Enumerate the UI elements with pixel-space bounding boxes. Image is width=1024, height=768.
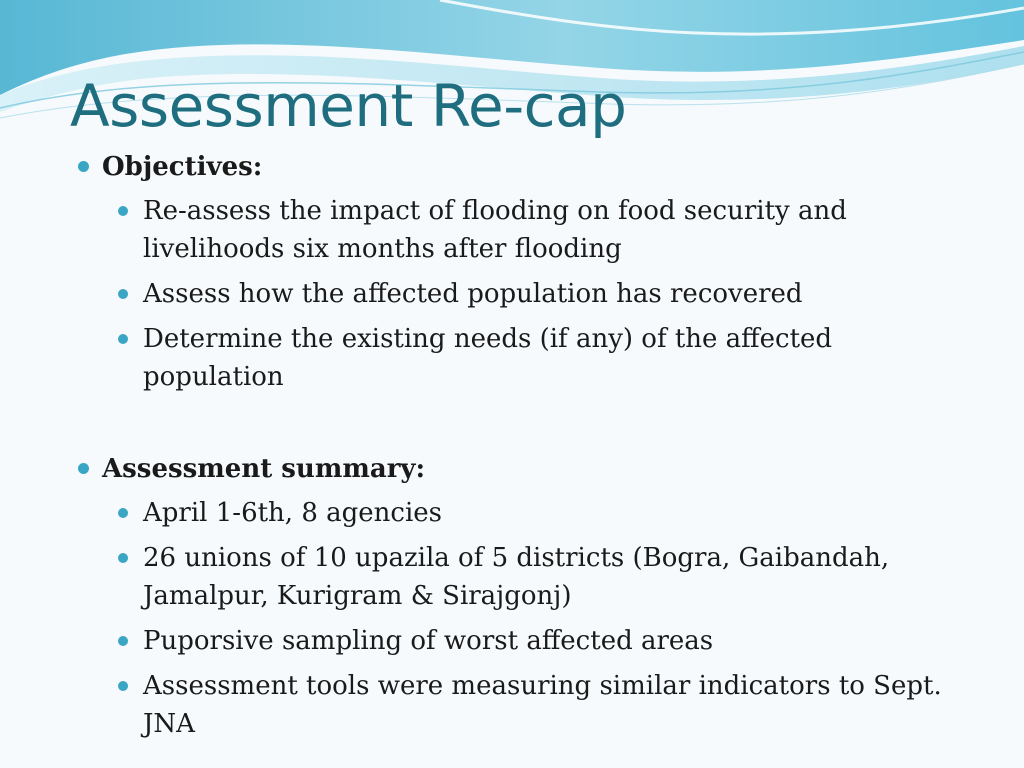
slide-title: Assessment Re-cap — [70, 72, 627, 140]
bullet-icon — [118, 289, 128, 299]
objectives-heading-text: Objectives: — [102, 152, 263, 182]
bullet-icon — [118, 553, 128, 563]
objective-item — [76, 275, 976, 313]
summary-item-text: 26 unions of 10 upazila of 5 districts (Bogra, Gaibandah, Jamalpur, Kurigram & Sirajgonj) — [143, 543, 890, 611]
assessment-summary-list — [76, 494, 976, 743]
objectives-section — [76, 146, 976, 396]
bullet-icon — [118, 206, 128, 216]
bullet-icon — [118, 681, 128, 691]
assessment-summary-section — [76, 448, 976, 743]
objective-item-text: Re-assess the impact of flooding on food security and livelihoods six months after flooding — [143, 196, 847, 264]
objectives-list — [76, 192, 976, 396]
objective-item-text: Determine the existing needs (if any) of the affected population — [143, 324, 833, 392]
bullet-icon — [118, 508, 128, 518]
summary-item — [76, 622, 976, 660]
bullet-icon — [118, 334, 128, 344]
summary-item-text: April 1-6th, 8 agencies — [143, 498, 443, 528]
bullet-icon — [78, 463, 89, 474]
bullet-icon — [118, 636, 128, 646]
objectives-heading — [76, 146, 976, 188]
bullet-icon — [78, 161, 89, 172]
assessment-summary-heading — [76, 448, 976, 490]
summary-item — [76, 539, 976, 615]
assessment-summary-heading-text: Assessment summary: — [102, 454, 426, 484]
objective-item-text: Assess how the affected population has recovered — [143, 279, 803, 309]
objective-item — [76, 192, 976, 268]
summary-item — [76, 667, 976, 743]
summary-item-text: Puporsive sampling of worst affected areas — [143, 626, 714, 656]
summary-item — [76, 494, 976, 532]
slide-content — [76, 146, 976, 750]
summary-item-text: Assessment tools were measuring similar indicators to Sept. JNA — [143, 671, 942, 739]
objective-item — [76, 320, 976, 396]
